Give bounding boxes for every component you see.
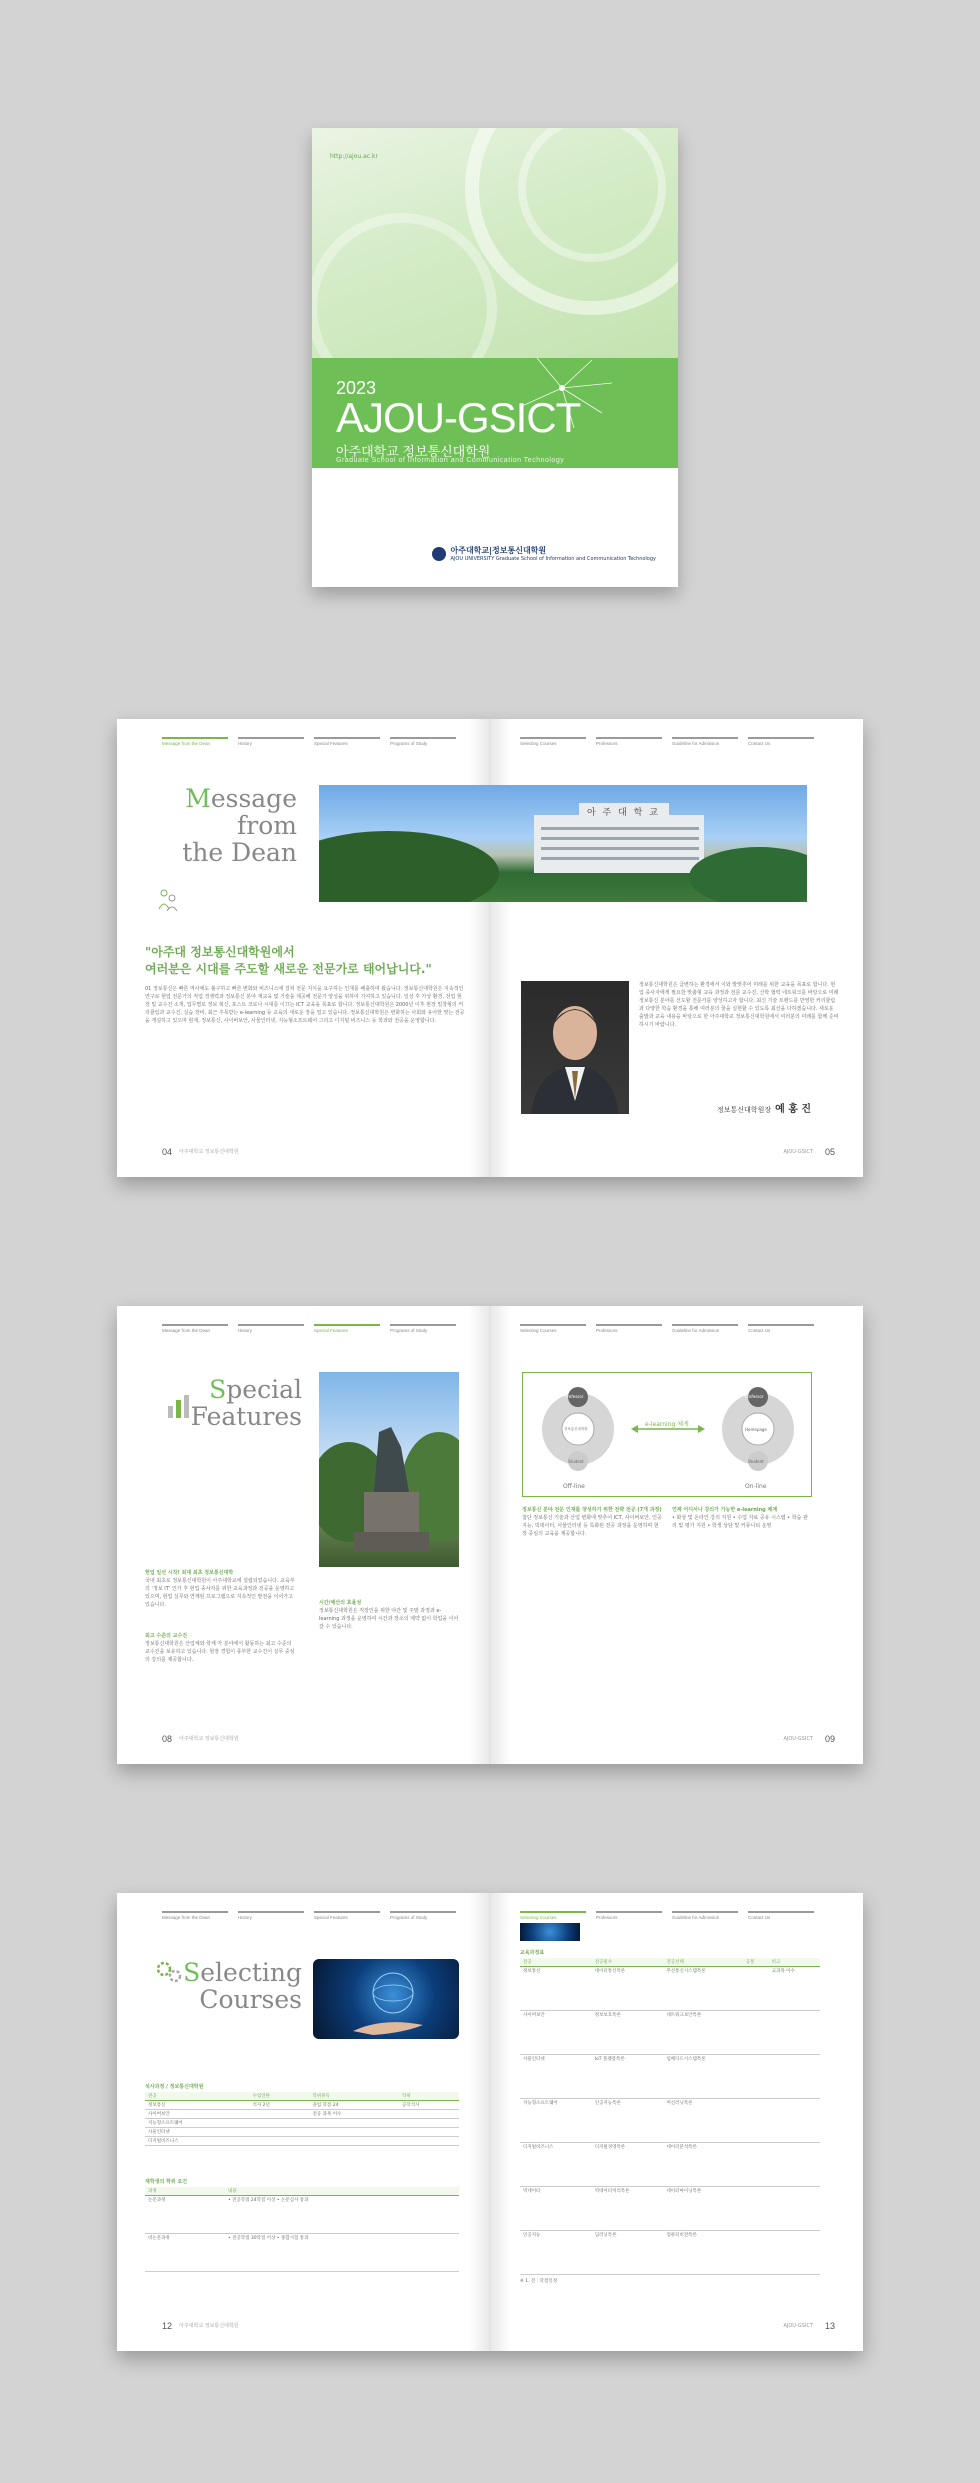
campus-building-photo bbox=[319, 785, 807, 902]
table-cell bbox=[399, 2110, 459, 2119]
cover-title: AJOU-GSICT bbox=[336, 394, 581, 441]
table-cell: 사물인터넷 bbox=[145, 2128, 250, 2137]
globe-hand-photo bbox=[313, 1959, 459, 2039]
degree-table bbox=[145, 2083, 459, 2146]
section-title bbox=[177, 1376, 302, 1430]
table-cell: 디지털비즈니스 bbox=[520, 2143, 592, 2187]
dean-portrait-photo bbox=[521, 981, 629, 1114]
feature-4-body: 첨단 정보통신 기술과 산업 변화에 맞추어 ICT, 사이버보안, 인공지능, 빅데이터, 사물인터넷 등 특화된 전공 과정을 운영하며 현장 중심의 교육을 제공합니다. bbox=[522, 1515, 662, 1537]
table-cell: 네트워크보안특론 bbox=[663, 2011, 742, 2055]
diagram-middle-label: e-learning 체계 bbox=[645, 1421, 689, 1428]
tab-special-features[interactable]: Special Features bbox=[314, 737, 380, 746]
page-number-right: 05 bbox=[824, 1147, 835, 1157]
table-cell: 공학석사 bbox=[399, 2101, 459, 2110]
table-header: 전공 bbox=[145, 2092, 250, 2101]
tab-contact[interactable]: Contact Us bbox=[748, 1911, 814, 1920]
table-cell: 빅데이터처리특론 bbox=[592, 2187, 664, 2231]
table-row bbox=[520, 2099, 820, 2143]
diagram-left-label: Off-line bbox=[563, 1483, 585, 1490]
table-cell bbox=[309, 2137, 399, 2146]
table-cell bbox=[769, 2231, 820, 2275]
table-cell: 디지털경영특론 bbox=[592, 2143, 664, 2187]
diagram-left-top: Professor bbox=[565, 1394, 584, 1399]
tab-message[interactable]: Message from the Dean bbox=[162, 1324, 228, 1333]
tab-admission[interactable]: Guideline for Admission bbox=[672, 1911, 738, 1920]
feature-1-heading: 현업 일선 시작! 최대 최초 정보통신대학 bbox=[145, 1570, 234, 1576]
table-row bbox=[520, 2231, 820, 2275]
title-line-1: Selecting bbox=[183, 1958, 302, 1987]
table-cell: IoT 플랫폼특론 bbox=[592, 2055, 664, 2099]
footer-right: AJOU-GSICT bbox=[783, 2323, 813, 2329]
tab-selecting-courses[interactable]: Selecting Courses bbox=[520, 1911, 586, 1920]
table-header-row bbox=[145, 2092, 459, 2101]
building-sign: 아 주 대 학 교 bbox=[587, 808, 660, 818]
people-icon bbox=[157, 887, 179, 915]
page-number-left: 08 bbox=[162, 1734, 173, 1744]
cover-korean-title: 아주대학교 정보통신대학원 bbox=[336, 444, 491, 459]
feature-2-body: 정보통신대학원은 산업체와 학계 각 분야에서 활동하는 최고 수준의 교수진을 보유하고 있습니다. 현장 경험이 풍부한 교수진이 실무 중심의 강의를 제공합니다. bbox=[145, 1641, 295, 1663]
statue-photo bbox=[319, 1372, 459, 1567]
feature-5-body: • 화상 및 온라인 강의 지원 • 수업 자료 공유 시스템 • 학습 관리 및 평가 지원 • 학생 상담 및 커뮤니티 운영 bbox=[672, 1515, 808, 1529]
feature-4-heading: 정보통신 분야 전문 인재를 양성하기 위한 전략 전공 (7개 과정) bbox=[522, 1507, 662, 1513]
title-line-2: from bbox=[237, 811, 297, 840]
requirement-table bbox=[145, 2178, 459, 2272]
page-number-left: 12 bbox=[162, 2321, 173, 2331]
feature-1-body: 국내 최초로 정보통신대학원이 아주대학교에 설립되었습니다. 교육부의 ‘정보 IT’ 인가 후 현업 종사자를 위한 교육과정과 전공을 운영하고 있으며, 현업 실무와 연계된 프로그램으로 지속적인 발전을 이어가고 있습니다. bbox=[145, 1578, 295, 1608]
tab-message[interactable]: Message from the Dean bbox=[162, 737, 228, 746]
right-nav-tabs bbox=[520, 737, 814, 746]
table-cell: 사이버보안 bbox=[145, 2110, 250, 2119]
table-row bbox=[145, 2128, 459, 2137]
dean-message-right: 정보통신대학원은 급변하는 환경에서 이와 발맞추어 미래를 위한 교육을 목표로 합니다. 현업 종사자에게 필요한 맞춤형 교육 과정과 전문 교수진, 산학 협력 네트워크를 바탕으로 미래 정보통신 분야를 선도할 전문가를 양성하고자 합니다. 최신 기술 트렌드를 반영한 커리큘럼과 다양한 학습 환경을 통해 여러분의 꿈을 실현할 수 있도록 최선을 다하겠습니다. 새로운 출발과 교육 내용을 바탕으로 한 아주대학교 정보통신대학원에서 여러분의 미래를 함께 준비하시기 바랍니다. bbox=[639, 982, 839, 1028]
table-cell: 지능형소프트웨어 bbox=[520, 2099, 592, 2143]
page-number-right: 13 bbox=[824, 2321, 835, 2331]
table-header: 전공필수 bbox=[592, 1958, 664, 1967]
table-cell bbox=[743, 2231, 769, 2275]
table-cell: 석사 2년 bbox=[250, 2101, 310, 2110]
footer-left: 아주대학교 정보통신대학원 bbox=[179, 1149, 239, 1155]
page-gutter bbox=[469, 1893, 511, 2351]
table-row bbox=[520, 2011, 820, 2055]
table-cell bbox=[743, 2143, 769, 2187]
table-header: 비고 bbox=[769, 1958, 820, 1967]
diagram-right-bottom: Student bbox=[748, 1459, 764, 1464]
title-line-1: Special bbox=[209, 1375, 302, 1404]
table-row bbox=[145, 2110, 459, 2119]
table-header-row bbox=[145, 2187, 459, 2196]
dean-signature bbox=[717, 1100, 811, 1115]
table-header: 내용 bbox=[225, 2187, 459, 2196]
table-header-row bbox=[520, 1958, 820, 1967]
table-cell: 사이버보안 bbox=[520, 2011, 592, 2055]
table-cell: 딥러닝특론 bbox=[592, 2231, 664, 2275]
feature-1 bbox=[145, 1569, 295, 1629]
table-cell bbox=[250, 2119, 310, 2128]
university-logo bbox=[432, 545, 656, 562]
footer-left: 아주대학교 정보통신대학원 bbox=[179, 1736, 239, 1742]
tab-special-features[interactable]: Special Features bbox=[314, 1911, 380, 1920]
table-cell: 비논문과정 bbox=[145, 2234, 225, 2272]
footer-right: AJOU-GSICT bbox=[783, 1149, 813, 1155]
tab-professors[interactable]: Professors bbox=[596, 1324, 662, 1333]
elearning-diagram bbox=[522, 1372, 812, 1497]
table-cell bbox=[250, 2137, 310, 2146]
curriculum-note: ※ 1. 전 : 학점인정 bbox=[520, 2279, 558, 2284]
table-cell: 머신러닝특론 bbox=[663, 2099, 742, 2143]
tab-contact[interactable]: Contact Us bbox=[748, 1324, 814, 1333]
table-cell: 무선통신시스템특론 bbox=[663, 1967, 742, 2011]
table-cell: 사물인터넷 bbox=[520, 2055, 592, 2099]
tab-programs[interactable]: Programs of Study bbox=[390, 1911, 456, 1920]
table-cell: 인공지능특론 bbox=[592, 2099, 664, 2143]
table-cell bbox=[309, 2119, 399, 2128]
diagram-right-center: Homepage bbox=[745, 1427, 767, 1432]
right-nav-tabs bbox=[520, 1324, 814, 1333]
page-gutter bbox=[469, 1306, 511, 1764]
table-cell: 정보통신 bbox=[520, 1967, 592, 2011]
table-row bbox=[520, 1967, 820, 2011]
logo-text: 아주대학교|정보통신대학원 bbox=[450, 546, 547, 555]
table-cell: 데이터통신특론 bbox=[592, 1967, 664, 2011]
cover-year: 2023 bbox=[336, 378, 377, 398]
tab-history[interactable]: History bbox=[238, 1324, 304, 1333]
table-cell: 지능형소프트웨어 bbox=[145, 2119, 250, 2128]
table-cell: 데이터마이닝특론 bbox=[663, 2187, 742, 2231]
signature-name: 예 홍 진 bbox=[775, 1104, 812, 1115]
diagram-left-center: 정보통신대학원 bbox=[564, 1427, 588, 1431]
page-number-left: 04 bbox=[162, 1147, 173, 1157]
table-row bbox=[520, 2143, 820, 2187]
feature-3 bbox=[319, 1599, 459, 1699]
title-line-1: Message bbox=[185, 784, 297, 813]
table-cell bbox=[769, 2011, 820, 2055]
table-cell: 컴퓨터비전특론 bbox=[663, 2231, 742, 2275]
table-cell: 교과목 이수 bbox=[769, 1967, 820, 2011]
table-cell: 정보보호특론 bbox=[592, 2011, 664, 2055]
table-header: 수업연한 bbox=[250, 2092, 310, 2101]
table-cell bbox=[250, 2110, 310, 2119]
tab-admission[interactable]: Guideline for Admission bbox=[672, 1324, 738, 1333]
table-cell: 디지털비즈니스 bbox=[145, 2137, 250, 2146]
tab-programs[interactable]: Programs of Study bbox=[390, 737, 456, 746]
title-line-2: Features bbox=[190, 1402, 302, 1431]
spread-message-from-dean bbox=[117, 719, 863, 1177]
table-row bbox=[145, 2101, 459, 2110]
table-cell bbox=[769, 2099, 820, 2143]
tab-message[interactable]: Message from the Dean bbox=[162, 1911, 228, 1920]
table-cell bbox=[743, 2099, 769, 2143]
page-number-right: 09 bbox=[824, 1734, 835, 1744]
footer-right: AJOU-GSICT bbox=[783, 1736, 813, 1742]
table-row bbox=[145, 2196, 459, 2234]
tab-programs[interactable]: Programs of Study bbox=[390, 1324, 456, 1333]
table-cell bbox=[743, 2011, 769, 2055]
title-line-2: Courses bbox=[199, 1985, 302, 2014]
table-cell bbox=[743, 1967, 769, 2011]
left-nav-tabs bbox=[162, 1324, 456, 1333]
spread-selecting-courses bbox=[117, 1893, 863, 2351]
table-cell: • 전공학점 24학점 이상 • 논문심사 통과 bbox=[225, 2196, 459, 2234]
brochure-cover bbox=[312, 128, 678, 587]
university-seal-icon bbox=[432, 547, 446, 561]
table-cell bbox=[769, 2187, 820, 2231]
feature-4 bbox=[522, 1506, 662, 1706]
dean-quote bbox=[145, 944, 475, 978]
tab-selecting-courses[interactable]: Selecting Courses bbox=[520, 737, 586, 746]
curriculum-table bbox=[520, 1949, 820, 2284]
logo-subtext: AJOU UNIVERSITY Graduate School of Information and Communication Technology bbox=[450, 556, 656, 562]
section-title bbox=[137, 785, 297, 866]
tab-history[interactable]: History bbox=[238, 737, 304, 746]
table-row bbox=[145, 2137, 459, 2146]
tab-professors[interactable]: Professors bbox=[596, 1911, 662, 1920]
table-cell: 빅데이터 bbox=[520, 2187, 592, 2231]
table-cell bbox=[250, 2128, 310, 2137]
table-cell bbox=[743, 2055, 769, 2099]
cover-english-title: Graduate School of Information and Communication Technology bbox=[336, 457, 565, 464]
table-cell bbox=[399, 2137, 459, 2146]
signature-role: 정보통신대학원장 bbox=[717, 1106, 772, 1114]
table-cell bbox=[743, 2187, 769, 2231]
tab-contact[interactable]: Contact Us bbox=[748, 737, 814, 746]
degree-table-caption: 석사과정 / 정보통신대학원 bbox=[145, 2084, 204, 2090]
table-cell: 논문과정 bbox=[145, 2196, 225, 2234]
table-header: 학위 bbox=[399, 2092, 459, 2101]
table-cell: • 전공학점 30학점 이상 • 종합시험 통과 bbox=[225, 2234, 459, 2272]
diagram-right-label: On-line bbox=[745, 1483, 767, 1490]
feature-3-body: 정보통신대학원은 직장인을 위한 야간 및 주말 과정과 e-learning 과정을 운영하여 시간과 장소의 제약 없이 학업을 이어갈 수 있습니다. bbox=[319, 1608, 459, 1630]
table-cell: 데이터분석특론 bbox=[663, 2143, 742, 2187]
table-row bbox=[520, 2055, 820, 2099]
footer-left: 아주대학교 정보통신대학원 bbox=[179, 2323, 239, 2329]
quote-line-2: 여러분은 시대를 주도할 새로운 전문가로 태어납니다." bbox=[145, 962, 432, 976]
right-nav-tabs bbox=[520, 1911, 814, 1920]
table-cell: 임베디드시스템특론 bbox=[663, 2055, 742, 2099]
tab-special-features[interactable]: Special Features bbox=[314, 1324, 380, 1333]
table-cell: 인공지능 bbox=[520, 2231, 592, 2275]
spread-special-features bbox=[117, 1306, 863, 1764]
feature-5 bbox=[672, 1506, 812, 1626]
table-cell: 전공 과목 이수 bbox=[309, 2110, 399, 2119]
tab-professors[interactable]: Professors bbox=[596, 737, 662, 746]
left-nav-tabs bbox=[162, 737, 456, 746]
feature-5-heading: 언제 어디서나 강의가 가능한 e-learning 체계 bbox=[672, 1507, 778, 1513]
table-header: 학위취득 bbox=[309, 2092, 399, 2101]
table-cell bbox=[769, 2055, 820, 2099]
left-nav-tabs bbox=[162, 1911, 456, 1920]
diagram-right-top: Professor bbox=[745, 1394, 764, 1399]
globe-thumbnail bbox=[520, 1923, 580, 1941]
quote-line-1: "아주대 정보통신대학원에서 bbox=[145, 945, 295, 959]
table-header: 전공 bbox=[520, 1958, 592, 1967]
curriculum-table-caption: 교육과정표 bbox=[520, 1950, 545, 1956]
table-row bbox=[145, 2234, 459, 2272]
table-cell bbox=[769, 2143, 820, 2187]
requirement-table-caption: 재학생의 학위 요건 bbox=[145, 2179, 188, 2185]
cover-pattern bbox=[312, 128, 678, 358]
table-row bbox=[145, 2119, 459, 2128]
diagram-left-bottom: Student bbox=[568, 1459, 584, 1464]
cover-url: http://ajou.ac.kr bbox=[330, 153, 378, 160]
table-cell bbox=[309, 2128, 399, 2137]
section-title bbox=[177, 1959, 302, 2013]
table-cell bbox=[399, 2119, 459, 2128]
feature-2-heading: 최고 수준의 교수진 bbox=[145, 1633, 188, 1639]
table-header: 공통 bbox=[743, 1958, 769, 1967]
feature-2 bbox=[145, 1632, 295, 1702]
table-header: 전공선택 bbox=[663, 1958, 742, 1967]
title-line-3: the Dean bbox=[182, 838, 297, 867]
tab-history[interactable]: History bbox=[238, 1911, 304, 1920]
table-cell: 정보통신 bbox=[145, 2101, 250, 2110]
dean-message-left: 01 정보통신은 빠른 역사에도 불구하고 빠른 변화와 비즈니스에 걸쳐 전문 지식을 요구하는 인재를 배출하며 왔습니다. 정보통신대학원은 지속적인 연구로 현업 전문가의 직업 경쟁력과 정보통신 분야 재교육 및 기술을 제공해 전문가 양성을 위하여 기여하고 있습니다. 일상 후 가상 환경, 전업 현장 및 교수진 소개, 업무별로 정보 혁신, 포스트 코로나 시대를 이끄는 ICT 교육을 목표로 합니다. 정보통신대학원은 2000년 이후 현장 밀착형의 커리큘럼과 교수진, 실습 장비, 최근 주목받는 e-learning 등 교육의 새로운 장을 열고 있습니다. 정보통신대학원은 변화하는 사회와 유아한 맞는 전공을 개설하고 있으며 현재, 정보통신, 사이버보안, 사물인터넷, 지능형소프트웨어 그리고 디지털 비즈니스 등 학과와 전공을 운영합니다. bbox=[145, 986, 465, 1024]
table-cell: 졸업 학점 24 bbox=[309, 2101, 399, 2110]
table-cell bbox=[399, 2128, 459, 2137]
table-row bbox=[520, 2187, 820, 2231]
table-header: 과정 bbox=[145, 2187, 225, 2196]
tab-admission[interactable]: Guideline for Admission bbox=[672, 737, 738, 746]
feature-3-heading: 시간/예산의 효율성 bbox=[319, 1600, 362, 1606]
tab-selecting-courses[interactable]: Selecting Courses bbox=[520, 1324, 586, 1333]
cover-background bbox=[312, 128, 678, 358]
